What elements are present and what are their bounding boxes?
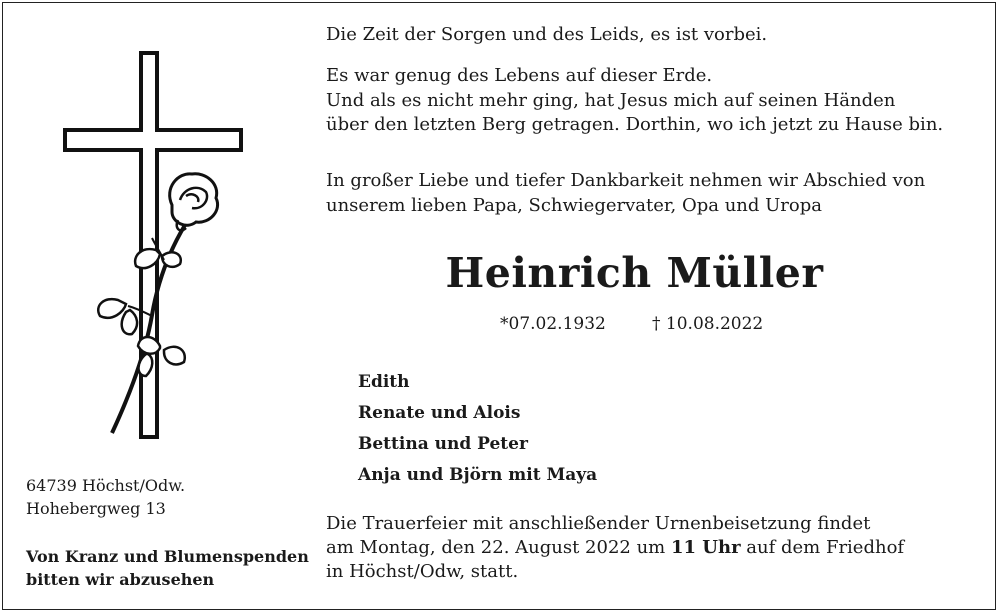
poem-line-4: über den letzten Berg getragen. Dorthin, wo ich jetzt zu Hause bin. xyxy=(326,114,944,135)
intro-line-2: unserem lieben Papa, Schwiegervater, Opa und Uropa xyxy=(326,194,822,216)
death-date: † 10.08.2022 xyxy=(652,314,764,334)
funeral-notice xyxy=(326,512,966,584)
flowers-note-line-1: Von Kranz und Blumenspenden xyxy=(26,547,309,566)
family-member: Renate und Alois xyxy=(358,403,521,423)
farewell-intro xyxy=(326,169,966,218)
funeral-line-1: Die Trauerfeier mit anschließender Urnenbeisetzung findet xyxy=(326,513,871,534)
poem-line-2: Es war genug des Lebens auf dieser Erde. xyxy=(326,65,713,86)
flowers-note-line-2: bitten wir abzusehen xyxy=(26,570,215,589)
funeral-date-text: am Montag, den 22. August 2022 um xyxy=(326,537,671,558)
address-street: Hohebergweg 13 xyxy=(26,499,166,518)
family-list xyxy=(358,367,597,491)
intro-line-1: In großer Liebe und tiefer Dankbarkeit nehmen wir Abschied von xyxy=(326,170,926,191)
poem-first-line xyxy=(326,23,966,48)
funeral-location-text: auf dem Friedhof xyxy=(740,537,905,558)
cross-with-rose-icon xyxy=(60,50,250,440)
address-city: 64739 Höchst/Odw. xyxy=(26,476,186,495)
family-member: Bettina und Peter xyxy=(358,434,528,454)
birth-date: *07.02.1932 xyxy=(500,314,606,334)
funeral-line-3: in Höchst/Odw, statt. xyxy=(326,561,519,582)
funeral-time: 11 Uhr xyxy=(670,537,741,558)
family-member: Anja und Björn mit Maya xyxy=(358,465,598,485)
funeral-line-2 xyxy=(326,536,966,560)
deceased-name: Heinrich Müller xyxy=(445,249,824,297)
poem-line-1: Die Zeit der Sorgen und des Leids, es ist vorbei. xyxy=(326,24,768,45)
poem-line-3: Und als es nicht mehr ging, hat Jesus mich auf seinen Händen xyxy=(326,89,896,111)
address-block xyxy=(26,474,185,520)
flowers-note xyxy=(26,545,309,591)
poem-stanza xyxy=(326,64,966,138)
family-member: Edith xyxy=(358,372,410,392)
